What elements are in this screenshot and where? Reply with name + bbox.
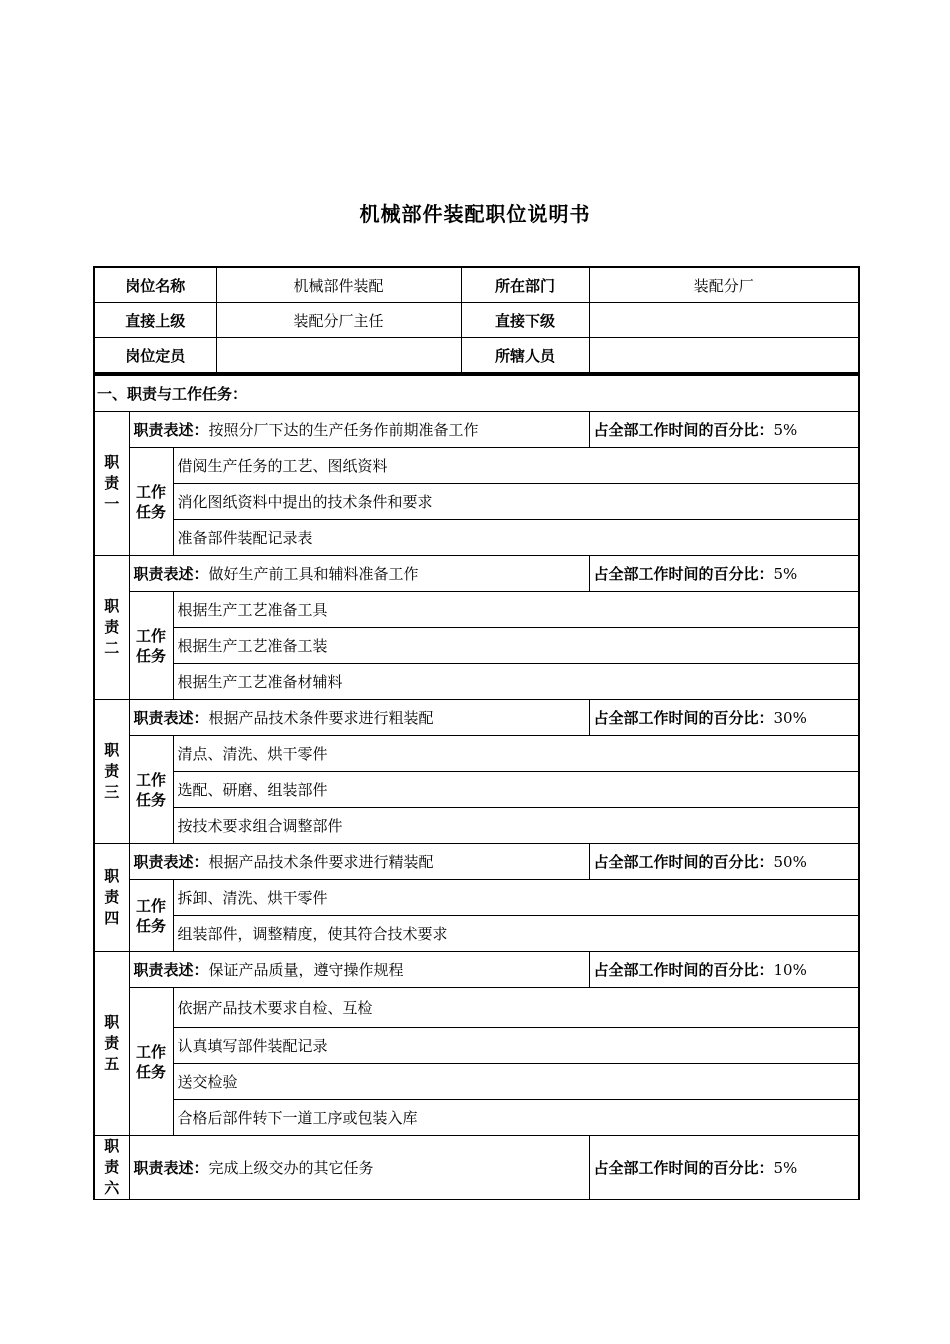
task-row (94, 448, 859, 484)
duty-name: 职 责 六 (94, 1136, 129, 1200)
superior-label: 直接上级 (94, 303, 216, 338)
duties-table (93, 374, 860, 1200)
task-item: 根据生产工艺准备工具 (173, 592, 859, 628)
statement-text: 根据产品技术条件要求进行粗装配 (208, 709, 434, 727)
task-row (94, 772, 859, 808)
duty-percent (589, 412, 859, 448)
staffing-value (216, 338, 461, 374)
task-row (94, 628, 859, 664)
page-title: 机械部件装配职位说明书 (359, 202, 591, 226)
superior-value: 装配分厂主任 (216, 303, 461, 338)
section-row (94, 375, 859, 412)
task-item: 清点、清洗、烘干零件 (173, 736, 859, 772)
percent-label: 占全部工作时间的百分比： (593, 1159, 774, 1177)
duty-percent (589, 1136, 859, 1200)
task-item: 拆卸、清洗、烘干零件 (173, 880, 859, 916)
statement-label: 职责表述： (133, 421, 209, 439)
statement-text: 保证产品质量，遵守操作规程 (208, 961, 404, 979)
task-row (94, 988, 859, 1028)
duty-statement-row (94, 1136, 859, 1200)
header-table (93, 266, 860, 374)
duty-statement-row (94, 412, 859, 448)
statement-text: 按照分厂下达的生产任务作前期准备工作 (208, 421, 479, 439)
task-item: 认真填写部件装配记录 (173, 1028, 859, 1064)
task-item: 借阅生产任务的工艺、图纸资料 (173, 448, 859, 484)
statement-label: 职责表述： (133, 1159, 209, 1177)
subordinate-label: 直接下级 (461, 303, 589, 338)
task-row (94, 1028, 859, 1064)
duty-statement (129, 1136, 589, 1200)
statement-text: 完成上级交办的其它任务 (208, 1159, 374, 1177)
percent-value: 5% (773, 421, 798, 439)
duty-percent (589, 952, 859, 988)
task-row (94, 592, 859, 628)
department-label: 所在部门 (461, 267, 589, 303)
task-item: 选配、研磨、组装部件 (173, 772, 859, 808)
duty-statement-row (94, 700, 859, 736)
task-item: 根据生产工艺准备工装 (173, 628, 859, 664)
percent-value: 30% (773, 709, 807, 727)
task-item: 准备部件装配记录表 (173, 520, 859, 556)
task-row (94, 484, 859, 520)
percent-label: 占全部工作时间的百分比： (593, 853, 774, 871)
percent-value: 50% (773, 853, 807, 871)
task-item: 根据生产工艺准备材辅料 (173, 664, 859, 700)
department-value: 装配分厂 (589, 267, 859, 303)
task-row (94, 916, 859, 952)
task-row (94, 880, 859, 916)
percent-value: 10% (773, 961, 807, 979)
percent-label: 占全部工作时间的百分比： (593, 961, 774, 979)
task-item: 送交检验 (173, 1064, 859, 1100)
staffing-label: 岗位定员 (94, 338, 216, 374)
statement-text: 做好生产前工具和辅料准备工作 (208, 565, 419, 583)
duty-percent (589, 700, 859, 736)
task-item: 合格后部件转下一道工序或包装入库 (173, 1100, 859, 1136)
duty-statement-row (94, 952, 859, 988)
percent-label: 占全部工作时间的百分比： (593, 565, 774, 583)
position-name-label: 岗位名称 (94, 267, 216, 303)
duty-statement-row (94, 556, 859, 592)
percent-label: 占全部工作时间的百分比： (593, 421, 774, 439)
percent-value: 5% (773, 1159, 798, 1177)
managed-label: 所辖人员 (461, 338, 589, 374)
duty-statement (129, 952, 589, 988)
statement-text: 根据产品技术条件要求进行精装配 (208, 853, 434, 871)
managed-value (589, 338, 859, 374)
tasks-label: 工作 任务 (129, 880, 173, 952)
duty-statement (129, 412, 589, 448)
duty-name: 职 责 四 (94, 844, 129, 952)
header-row (94, 267, 859, 303)
percent-value: 5% (773, 565, 798, 583)
statement-label: 职责表述： (133, 565, 209, 583)
duty-percent (589, 556, 859, 592)
task-item: 按技术要求组合调整部件 (173, 808, 859, 844)
header-row (94, 303, 859, 338)
task-row (94, 1064, 859, 1100)
statement-label: 职责表述： (133, 853, 209, 871)
duty-percent (589, 844, 859, 880)
tasks-label: 工作 任务 (129, 448, 173, 556)
task-row (94, 736, 859, 772)
task-item: 组装部件，调整精度，使其符合技术要求 (173, 916, 859, 952)
duty-name: 职 责 二 (94, 556, 129, 700)
section-title: 一、职责与工作任务： (94, 375, 859, 412)
statement-label: 职责表述： (133, 709, 209, 727)
statement-label: 职责表述： (133, 961, 209, 979)
duty-statement-row (94, 844, 859, 880)
tasks-label: 工作 任务 (129, 592, 173, 700)
task-item: 消化图纸资料中提出的技术条件和要求 (173, 484, 859, 520)
percent-label: 占全部工作时间的百分比： (593, 709, 774, 727)
task-row (94, 664, 859, 700)
header-row (94, 338, 859, 374)
duty-statement (129, 556, 589, 592)
subordinate-value (589, 303, 859, 338)
tasks-label: 工作 任务 (129, 736, 173, 844)
duty-name: 职 责 一 (94, 412, 129, 556)
task-row (94, 520, 859, 556)
tasks-label: 工作 任务 (129, 988, 173, 1136)
task-row (94, 1100, 859, 1136)
position-name-value: 机械部件装配 (216, 267, 461, 303)
duty-name: 职 责 三 (94, 700, 129, 844)
duty-name: 职 责 五 (94, 952, 129, 1136)
task-item: 依据产品技术要求自检、互检 (173, 988, 859, 1028)
duty-statement (129, 844, 589, 880)
task-row (94, 808, 859, 844)
duty-statement (129, 700, 589, 736)
